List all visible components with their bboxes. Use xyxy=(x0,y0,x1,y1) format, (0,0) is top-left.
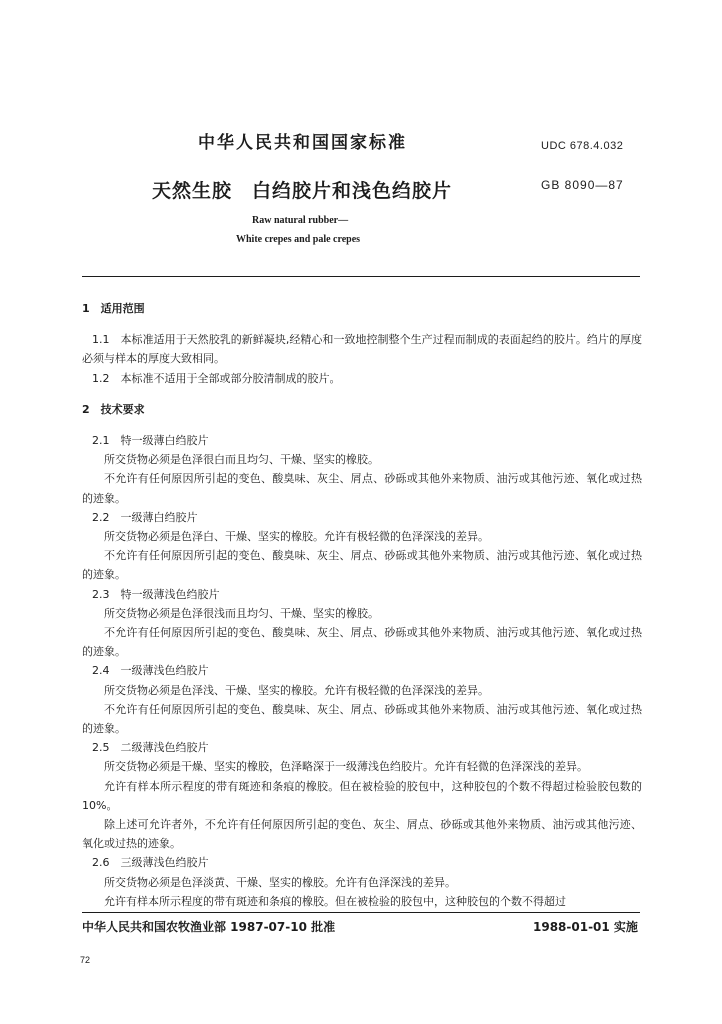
paragraph-1-1: 1.1 本标准适用于天然胶乳的新鲜凝块,经精心和一致地控制整个生产过程而制成的表面起绉的胶片。绉片的厚度必须与样本的厚度大致相同。 xyxy=(82,333,642,366)
paragraph-2-3-1: 所交货物必须是色泽很浅而且均匀、干燥、坚实的橡胶。 xyxy=(104,606,379,620)
subsection-title-2-5: 2.5 二级薄浅色绉胶片 xyxy=(92,741,209,755)
paragraph-2-2-2: 不允许有任何原因所引起的变色、酸臭味、灰尘、屑点、砂砾或其他外来物质、油污或其他污迹、氧化或过热的迹象。 xyxy=(82,549,642,582)
subsection-title-2-4: 2.4 一级薄浅色绉胶片 xyxy=(92,664,209,678)
subsection-title-2-1: 2.1 特一级薄白绉胶片 xyxy=(92,434,209,448)
subsection-title-2-2: 2.2 一级薄白绉胶片 xyxy=(92,510,198,524)
paragraph-2-4-1: 所交货物必须是色泽浅、干燥、坚实的橡胶。允许有极轻微的色泽深浅的差异。 xyxy=(104,683,489,697)
paragraph-2-3-2: 不允许有任何原因所引起的变色、酸臭味、灰尘、屑点、砂砾或其他外来物质、油污或其他污迹、氧化或过热的迹象。 xyxy=(82,626,642,659)
paragraph-2-6-2: 允许有样本所示程度的带有斑迹和条痕的橡胶。但在被检验的胶包中，这种胶包的个数不得超过 xyxy=(104,894,566,908)
english-title-line2: White crepes and pale crepes xyxy=(236,234,361,245)
subsection-title-2-6: 2.6 三级薄浅色绉胶片 xyxy=(92,856,209,870)
paragraph-2-4-2: 不允许有任何原因所引起的变色、酸臭味、灰尘、屑点、砂砾或其他外来物质、油污或其他污迹、氧化或过热的迹象。 xyxy=(82,702,642,736)
paragraph-2-5-3: 除上述可允许者外，不允许有任何原因所引起的变色、灰尘、屑点、砂砾或其他外来物质、油污或其他污迹、氧化或过热的迹象。 xyxy=(82,818,642,851)
paragraph-2-5-1: 所交货物必须是干燥、坚实的橡胶，色泽略深于一级薄浅色绉胶片。允许有轻微的色泽深浅的差异。 xyxy=(104,760,588,774)
paragraph-2-5-2: 允许有样本所示程度的带有斑迹和条痕的橡胶。但在被检验的胶包中，这种胶包的个数不得超过检验胶包数的 10%。 xyxy=(82,779,642,812)
english-title-line1: Raw natural rubber— xyxy=(252,215,349,226)
document-body xyxy=(82,299,642,911)
paragraph-2-2-1: 所交货物必须是色泽白、干燥、坚实的橡胶。允许有极轻微的色泽深浅的差异。 xyxy=(104,530,489,544)
paragraph-2-1-2: 不允许有任何原因所引起的变色、酸臭味、灰尘、屑点、砂砾或其他外来物质、油污或其他污迹、氧化或过热的迹象。 xyxy=(82,472,642,505)
paragraph-2-6-1: 所交货物必须是色泽淡黄、干燥、坚实的橡胶。允许有色泽深浅的差异。 xyxy=(104,875,456,889)
subsection-title-2-3: 2.3 特一级薄浅色绉胶片 xyxy=(92,587,220,601)
paragraph-1-2: 1.2 本标准不适用于全部或部分胶清制成的胶片。 xyxy=(92,371,341,385)
document-title: 天然生胶 白绉胶片和浅色绉胶片 xyxy=(152,180,453,202)
header-divider xyxy=(82,276,640,277)
footer-effective-date: 1988-01-01 实施 xyxy=(533,920,638,934)
udc-code: UDC 678.4.032 xyxy=(541,140,624,152)
gb-code: GB 8090—87 xyxy=(541,178,624,192)
footer-divider xyxy=(82,912,640,913)
page-number: 72 xyxy=(80,955,91,965)
section-heading-2: 2 技术要求 xyxy=(82,402,145,416)
standard-title: 中华人民共和国国家标准 xyxy=(198,133,407,153)
section-heading-1: 1 适用范围 xyxy=(82,302,145,315)
footer-issuer: 中华人民共和国农牧渔业部 1987-07-10 批准 xyxy=(82,920,336,934)
paragraph-2-1-1: 所交货物必须是色泽很白而且均匀、干燥、坚实的橡胶。 xyxy=(104,453,379,467)
